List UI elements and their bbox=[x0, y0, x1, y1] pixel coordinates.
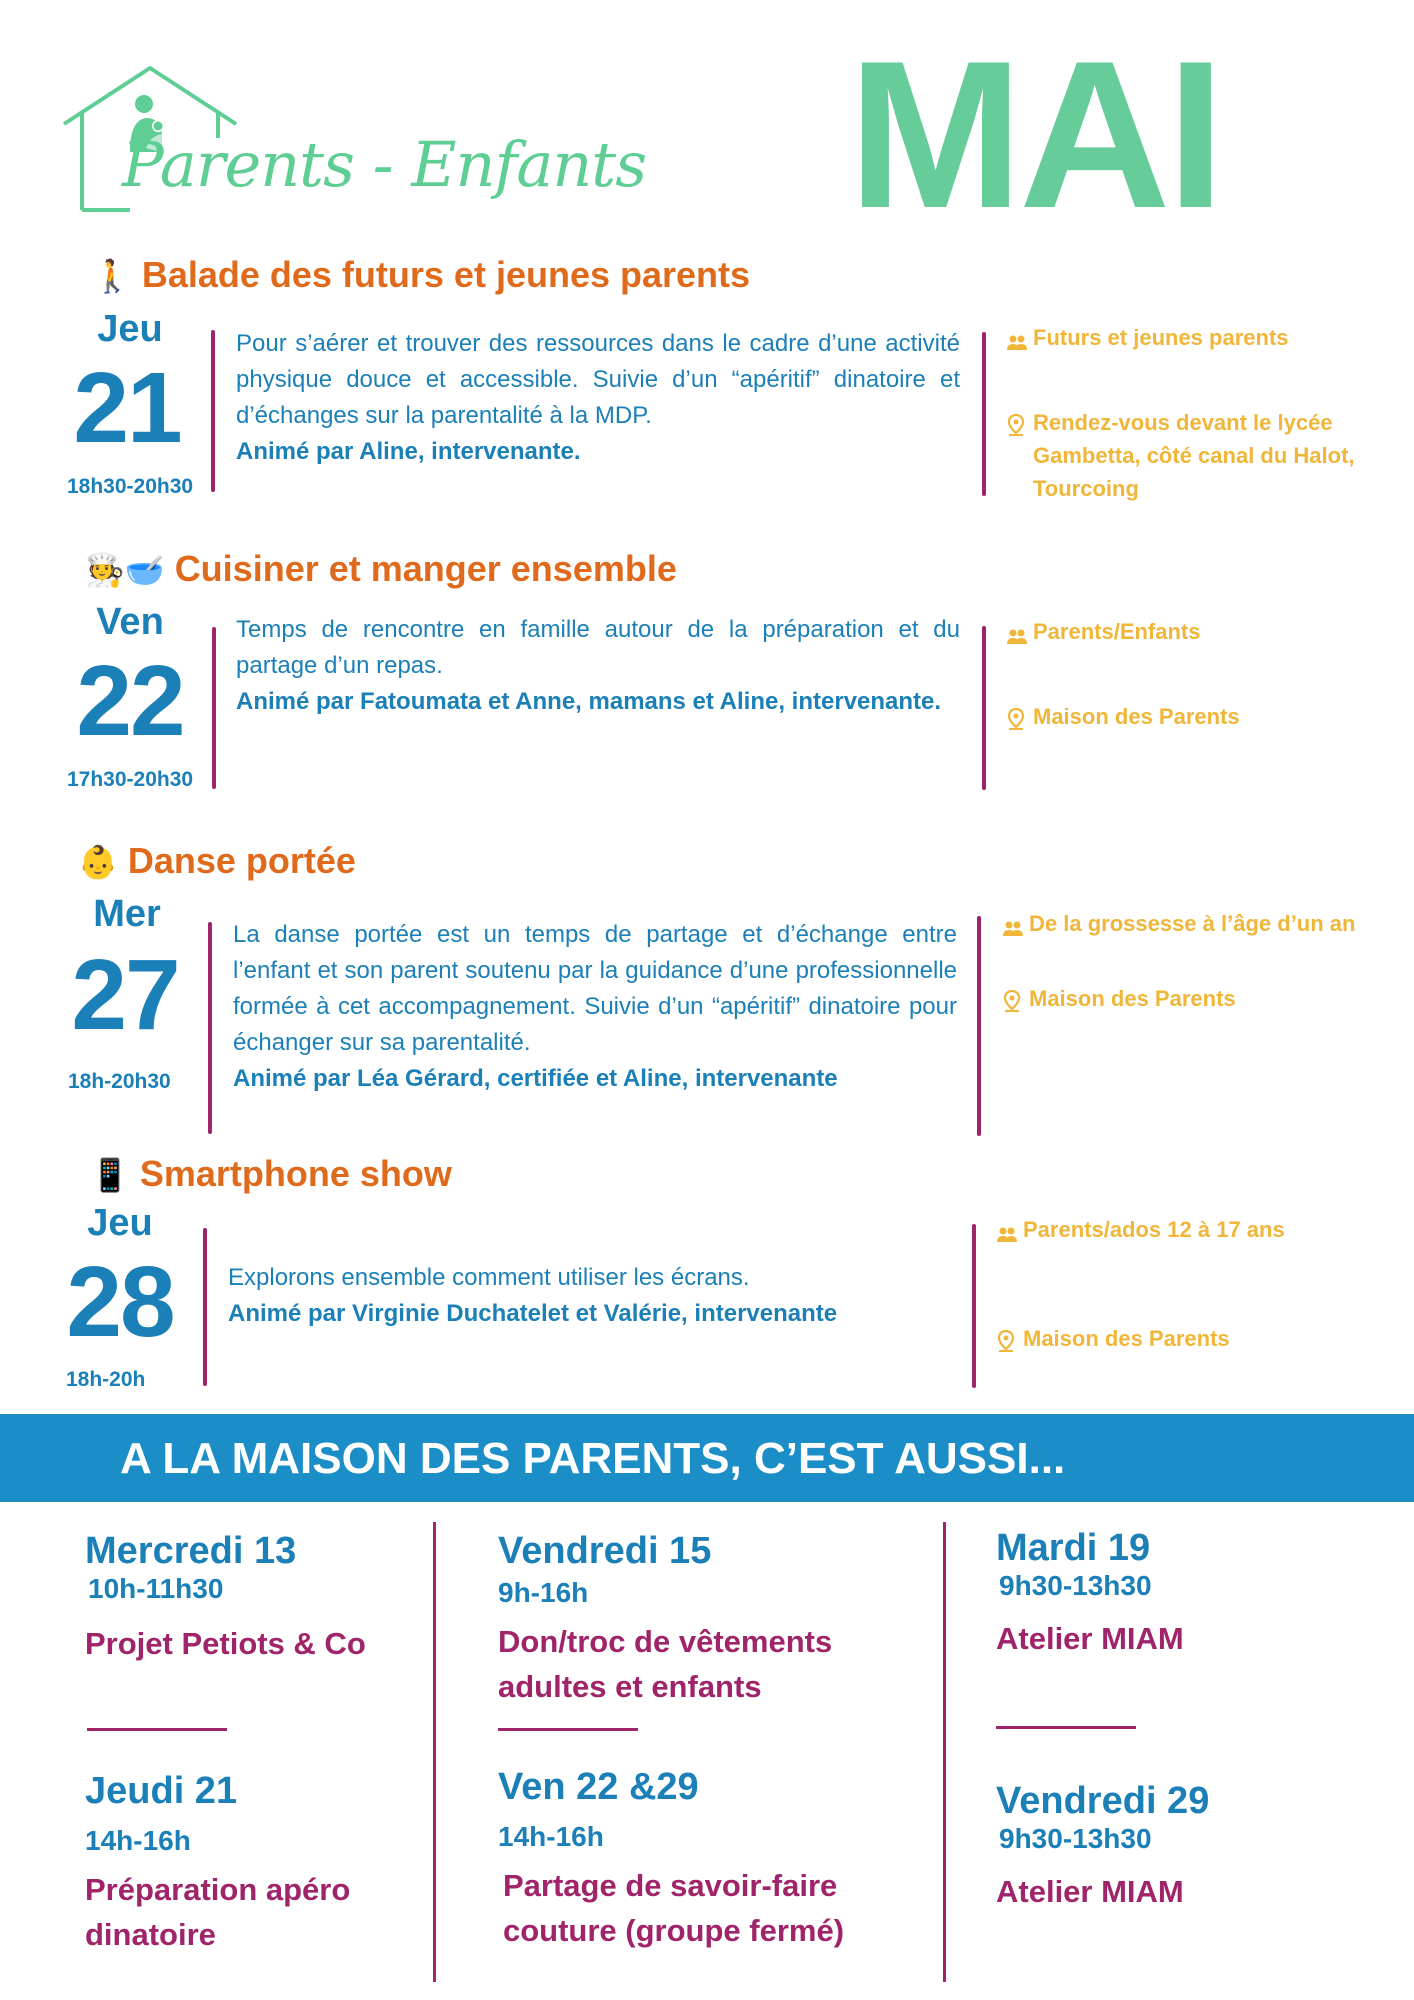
event-location: Maison des Parents bbox=[1003, 982, 1363, 1021]
activity-column bbox=[498, 1766, 898, 1953]
brand-title: Parents - Enfants bbox=[122, 128, 647, 201]
activity-column bbox=[996, 1527, 1376, 1661]
event-info bbox=[1003, 907, 1363, 1021]
location-pin-icon bbox=[1007, 406, 1033, 505]
event-info bbox=[1007, 615, 1367, 739]
event-description: La danse portée est un temps de partage et d’échange entre l’enfant et son parent soutenu par la guidance d’une professionnelle formée à cet accompagnement. Suivie d’un “apéritif” dinatoire pour échanger sur sa parentalité. bbox=[233, 921, 957, 1056]
divider bbox=[211, 330, 215, 492]
baby-icon: 👶 bbox=[78, 843, 118, 881]
activity-name: Atelier MIAM bbox=[996, 1621, 1184, 1656]
event-day-name: Jeu bbox=[97, 308, 163, 350]
event-time: 18h-20h bbox=[66, 1368, 146, 1391]
event-day-number: 28 bbox=[66, 1246, 174, 1358]
event-day-name: Ven bbox=[96, 601, 164, 643]
smartphone-icon: 📱 bbox=[90, 1156, 130, 1194]
event-host: Animé par Aline, intervenante. bbox=[236, 438, 581, 465]
event-title: 👶 Danse portée bbox=[78, 840, 356, 881]
people-icon bbox=[1003, 907, 1029, 946]
activity-time: 9h30-13h30 bbox=[999, 1823, 1152, 1854]
event-body bbox=[236, 326, 960, 470]
activity-day: Vendredi 15 bbox=[498, 1530, 712, 1572]
event-location: Maison des Parents bbox=[997, 1322, 1357, 1361]
activity-time: 10h-11h30 bbox=[88, 1573, 224, 1604]
event-info bbox=[997, 1213, 1357, 1361]
divider bbox=[203, 1228, 207, 1386]
separator bbox=[498, 1728, 638, 1731]
divider bbox=[982, 626, 986, 790]
activity-column bbox=[498, 1530, 898, 1709]
event-audience: Futurs et jeunes parents bbox=[1007, 321, 1367, 360]
divider bbox=[208, 922, 212, 1134]
walking-person-icon: 🚶 bbox=[92, 257, 132, 295]
event-body bbox=[236, 612, 960, 720]
event-title: 🧑‍🍳🥣 Cuisiner et manger ensemble bbox=[85, 548, 677, 589]
separator bbox=[87, 1728, 227, 1731]
divider bbox=[212, 627, 216, 789]
activity-time: 9h30-13h30 bbox=[999, 1570, 1152, 1601]
event-host: Animé par Léa Gérard, certifiée et Aline, intervenante bbox=[233, 1065, 838, 1092]
people-icon bbox=[1007, 321, 1033, 360]
activity-column bbox=[85, 1530, 415, 1666]
event-body bbox=[228, 1260, 952, 1332]
event-description: Temps de rencontre en famille autour de la préparation et du partage d’un repas. bbox=[236, 616, 960, 679]
event-host: Animé par Fatoumata et Anne, mamans et Aline, intervenante. bbox=[236, 688, 942, 715]
event-description: Explorons ensemble comment utiliser les écrans. bbox=[228, 1264, 750, 1291]
column-divider bbox=[943, 1522, 946, 1982]
event-body bbox=[233, 917, 957, 1097]
activity-name: Atelier MIAM bbox=[996, 1874, 1184, 1909]
activity-column bbox=[996, 1780, 1376, 1914]
event-location: Maison des Parents bbox=[1007, 700, 1367, 739]
activity-name: Partage de savoir-faire couture (groupe fermé) bbox=[503, 1868, 845, 1948]
event-audience: Parents/Enfants bbox=[1007, 615, 1367, 654]
event-day-number: 27 bbox=[71, 939, 179, 1051]
activity-day: Mercredi 13 bbox=[85, 1530, 297, 1572]
column-divider bbox=[433, 1522, 436, 1982]
people-icon bbox=[997, 1213, 1023, 1252]
location-pin-icon bbox=[997, 1322, 1023, 1361]
event-day-name: Mer bbox=[93, 893, 161, 935]
event-host: Animé par Virginie Duchatelet et Valérie, intervenante bbox=[228, 1300, 838, 1327]
event-title: 🚶 Balade des futurs et jeunes parents bbox=[92, 254, 751, 295]
event-info bbox=[1007, 321, 1367, 505]
event-location: Rendez-vous devant le lycée Gambetta, côté canal du Halot, Tourcoing bbox=[1007, 406, 1367, 505]
event-day-number: 21 bbox=[73, 352, 181, 464]
divider bbox=[972, 1224, 976, 1388]
banner bbox=[0, 1414, 1414, 1502]
cook-icon: 🧑‍🍳🥣 bbox=[85, 551, 165, 589]
event-title: 📱 Smartphone show bbox=[90, 1153, 452, 1194]
event-day-number: 22 bbox=[76, 645, 184, 757]
activity-day: Vendredi 29 bbox=[996, 1780, 1210, 1822]
activity-day: Mardi 19 bbox=[996, 1527, 1151, 1569]
month-title: MAI bbox=[848, 17, 1221, 252]
activity-name: Projet Petiots & Co bbox=[85, 1626, 366, 1661]
divider bbox=[982, 332, 986, 496]
event-day-name: Jeu bbox=[87, 1202, 153, 1244]
banner-title: A LA MAISON DES PARENTS, C’EST AUSSI... bbox=[120, 1434, 1066, 1483]
people-icon bbox=[1007, 615, 1033, 654]
activity-name: Don/troc de vêtements adultes et enfants bbox=[498, 1624, 833, 1704]
activity-day: Jeudi 21 bbox=[85, 1770, 238, 1812]
activity-time: 9h-16h bbox=[498, 1577, 589, 1608]
activity-day: Ven 22 &29 bbox=[498, 1766, 699, 1808]
separator bbox=[996, 1726, 1136, 1729]
event-time: 18h-20h30 bbox=[68, 1070, 171, 1093]
divider bbox=[977, 916, 981, 1136]
activity-time: 14h-16h bbox=[498, 1821, 604, 1852]
activity-name: Préparation apéro dinatoire bbox=[85, 1872, 351, 1952]
event-audience: Parents/ados 12 à 17 ans bbox=[997, 1213, 1357, 1252]
event-audience: De la grossesse à l’âge d’un an bbox=[1003, 907, 1363, 946]
activity-time: 14h-16h bbox=[85, 1825, 191, 1856]
event-time: 18h30-20h30 bbox=[67, 475, 194, 498]
location-pin-icon bbox=[1003, 982, 1029, 1021]
event-time: 17h30-20h30 bbox=[67, 768, 194, 791]
location-pin-icon bbox=[1007, 700, 1033, 739]
activity-column bbox=[85, 1770, 415, 1957]
event-description: Pour s’aérer et trouver des ressources dans le cadre d’une activité physique douce et accessible. Suivie d’un “apéritif” dinatoire et d’échanges sur la parentalité à la MDP. bbox=[236, 330, 960, 429]
